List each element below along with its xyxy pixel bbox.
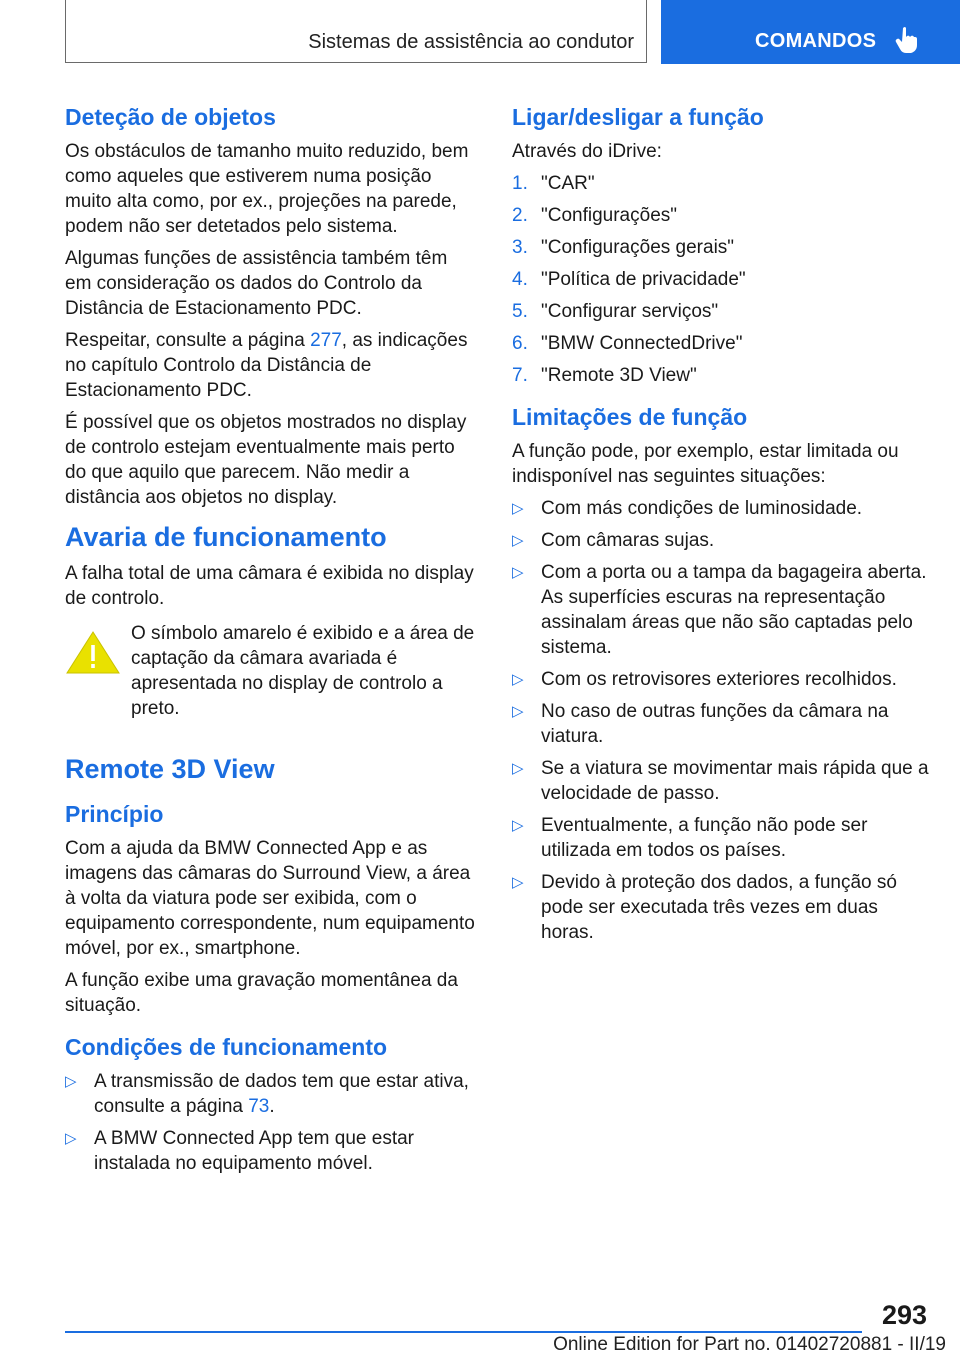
bullet-triangle-icon: ▷ [512,671,524,688]
object-detection-paragraph-3 [65,328,475,403]
page-link-277[interactable]: 277 [310,330,342,351]
toggle-function-intro: Através do iDrive: [512,141,662,162]
warning-triangle-icon [65,629,131,680]
function-limitations-intro: A função pode, por exemplo, estar limitada ou indisponível nas seguintes situações: [512,441,899,487]
step-text: "Configurações" [541,205,678,226]
list-item [512,363,932,388]
list-item-text: No caso de outras funções da câmara na viatura. [541,701,889,747]
step-number: 4. [512,269,528,290]
bullet-triangle-icon: ▷ [512,874,524,891]
step-text: "Remote 3D View" [541,365,697,386]
object-detection-heading: Deteção de objetos [65,104,276,130]
paragraph-text: Respeitar, consulte a página [65,330,311,351]
list-item [512,756,932,806]
list-item [512,560,932,660]
list-item [512,699,932,749]
list-item [512,870,932,945]
step-number: 6. [512,333,528,354]
toggle-function-heading: Ligar/desligar a função [512,104,764,130]
list-item [512,267,932,292]
bullet-triangle-icon: ▷ [512,500,524,517]
list-item-text: Com más condições de luminosidade. [541,498,863,519]
list-item-text: Com os retrovisores exteriores recolhidos. [541,669,897,690]
list-item-text: A transmissão de dados tem que estar ativa, consulte a página [94,1071,469,1117]
chapter-tab[interactable] [661,0,960,64]
list-item-text: Se a viatura se movimentar mais rápida que a velocidade de passo. [541,758,929,804]
list-item [512,528,932,553]
bullet-triangle-icon: ▷ [65,1073,77,1090]
step-text: "Configurar serviços" [541,301,719,322]
section-title: Sistemas de assistência ao condutor [308,31,634,53]
step-number: 5. [512,301,528,322]
bullet-triangle-icon: ▷ [512,817,524,834]
step-number: 1. [512,173,528,194]
edition-footer: Online Edition for Part no. 01402720881 - II/19 [553,1334,946,1355]
list-item-text: Eventualmente, a função não pode ser utilizada em todos os países. [541,815,868,861]
list-item [512,496,932,521]
list-item-text: A BMW Connected App tem que estar instalada no equipamento móvel. [94,1128,415,1174]
list-item [512,203,932,228]
list-item [512,331,932,356]
left-column [65,100,475,1192]
object-detection-paragraph-4: É possível que os objetos mostrados no display de controlo estejam eventualmente mais perto do que aquilo que parecem. Não medir a distância aos objetos no display. [65,412,467,508]
page-link-73[interactable]: 73 [248,1096,270,1117]
header-section-box [65,0,647,63]
paragraph-text: , as indicações no capítulo Controlo da Distância de Estacionamento PDC. [65,330,468,401]
list-item [512,299,932,324]
list-item [512,171,932,196]
list-item-text: Devido à proteção dos dados, a função só pode ser executada três vezes em duas horas. [541,872,897,943]
warning-text: O símbolo amarelo é exibido e a área de captação da câmara avariada é apresentada no display de controlo a preto. [131,623,475,719]
remote-3d-view-heading: Remote 3D View [65,754,275,784]
list-item [512,813,932,863]
bullet-triangle-icon: ▷ [65,1130,77,1147]
malfunction-heading: Avaria de funcionamento [65,522,387,552]
function-limitations-heading: Limitações de função [512,404,748,430]
chapter-tab-label: COMANDOS [755,30,877,52]
step-number: 2. [512,205,528,226]
warning-notice [65,621,475,728]
idrive-steps-list [512,171,932,388]
step-text: "Configurações gerais" [541,237,735,258]
operating-conditions-list [65,1069,475,1176]
bullet-triangle-icon: ▷ [512,564,524,581]
principle-paragraph-1: Com a ajuda da BMW Connected App e as imagens das câmaras do Surround View, a área à volta da viatura pode ser exibida, com o equipamento correspondente, num equipamento móvel, por ex., smartphone. [65,838,475,959]
list-item [65,1126,475,1176]
list-item [512,235,932,260]
list-item [512,667,932,692]
bullet-triangle-icon: ▷ [512,532,524,549]
step-text: "CAR" [541,173,595,194]
step-number: 7. [512,365,528,386]
list-item-text: Com câmaras sujas. [541,530,715,551]
page-number: 293 [881,1300,927,1330]
bullet-triangle-icon: ▷ [512,760,524,777]
step-text: "BMW ConnectedDrive" [541,333,743,354]
pointing-hand-icon [895,26,919,59]
footer-divider [65,1331,862,1333]
list-item [65,1069,475,1119]
right-column [512,100,932,961]
malfunction-paragraph: A falha total de uma câmara é exibida no display de controlo. [65,563,474,609]
bullet-triangle-icon: ▷ [512,703,524,720]
step-number: 3. [512,237,528,258]
object-detection-paragraph-2: Algumas funções de assistência também têm em consideração os dados do Controlo da Distância de Estacionamento PDC. [65,248,448,319]
list-item-text: Com a porta ou a tampa da bagageira aberta. As superfícies escuras na representação assinalam áreas que não são captadas pelo sistema. [541,562,927,658]
principle-heading: Princípio [65,801,164,827]
object-detection-paragraph-1: Os obstáculos de tamanho muito reduzido, bem como aqueles que estiverem numa posição muito alta como, por ex., projeções na parede, podem não ser detetados pelo sistema. [65,141,469,237]
step-text: "Política de privacidade" [541,269,746,290]
list-item-text: . [269,1096,275,1117]
limitations-list [512,496,932,945]
operating-conditions-heading: Condições de funcionamento [65,1034,388,1060]
principle-paragraph-2: A função exibe uma gravação momentânea da situação. [65,970,458,1016]
